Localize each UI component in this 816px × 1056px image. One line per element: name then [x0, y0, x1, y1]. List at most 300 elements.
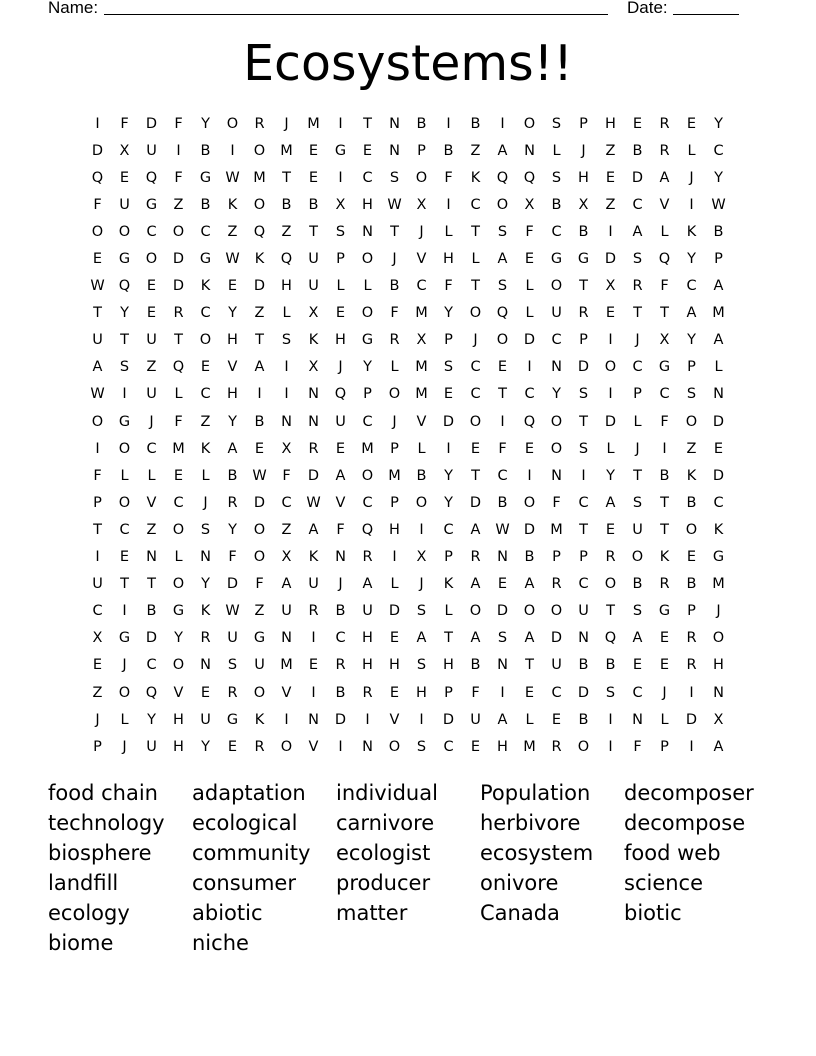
grid-letter[interactable]: D — [631, 169, 644, 186]
grid-letter[interactable]: G — [172, 603, 185, 620]
grid-letter[interactable]: D — [253, 278, 266, 295]
grid-letter[interactable]: Y — [687, 251, 696, 268]
grid-letter[interactable]: Y — [120, 305, 129, 322]
grid-letter[interactable]: E — [308, 142, 319, 159]
grid-letter[interactable]: S — [119, 359, 130, 376]
grid-letter[interactable]: V — [146, 494, 157, 511]
grid-letter[interactable]: A — [254, 359, 265, 376]
grid-letter[interactable]: F — [471, 684, 480, 701]
grid-letter[interactable]: S — [389, 169, 400, 186]
grid-letter[interactable]: V — [308, 738, 319, 755]
grid-letter[interactable]: S — [605, 684, 616, 701]
grid-letter[interactable]: P — [390, 494, 399, 511]
grid-letter[interactable]: D — [577, 359, 590, 376]
grid-letter[interactable]: K — [200, 603, 211, 620]
grid-letter[interactable]: S — [578, 440, 589, 457]
grid-letter[interactable]: B — [416, 467, 427, 484]
grid-letter[interactable]: N — [308, 711, 319, 728]
grid-letter[interactable]: D — [712, 413, 725, 430]
grid-letter[interactable]: U — [281, 603, 292, 620]
grid-letter[interactable]: V — [389, 711, 400, 728]
date-field[interactable] — [673, 14, 739, 15]
grid-letter[interactable]: D — [388, 603, 401, 620]
grid-letter[interactable]: K — [470, 169, 481, 186]
grid-letter[interactable]: T — [579, 413, 588, 430]
grid-letter[interactable]: O — [496, 332, 509, 349]
grid-letter[interactable]: I — [500, 413, 505, 430]
grid-letter[interactable]: G — [145, 196, 158, 213]
grid-letter[interactable]: U — [308, 278, 319, 295]
grid-letter[interactable]: D — [523, 521, 536, 538]
grid-letter[interactable]: L — [471, 251, 480, 268]
grid-letter[interactable]: E — [362, 142, 373, 159]
grid-letter[interactable]: S — [632, 603, 643, 620]
grid-letter[interactable]: H — [389, 521, 400, 538]
grid-letter[interactable]: G — [118, 413, 131, 430]
grid-letter[interactable]: Z — [254, 603, 265, 620]
grid-letter[interactable]: Z — [227, 223, 238, 240]
grid-letter[interactable]: G — [658, 359, 671, 376]
grid-letter[interactable]: A — [227, 440, 238, 457]
grid-letter[interactable]: Y — [228, 521, 237, 538]
grid-letter[interactable]: D — [91, 142, 104, 159]
grid-letter[interactable]: M — [415, 305, 428, 322]
grid-letter[interactable]: F — [174, 115, 183, 132]
grid-letter[interactable]: O — [199, 332, 212, 349]
grid-letter[interactable]: M — [712, 576, 725, 593]
grid-letter[interactable]: E — [146, 278, 157, 295]
grid-letter[interactable]: G — [658, 603, 671, 620]
grid-letter[interactable]: X — [524, 196, 535, 213]
grid-letter[interactable]: O — [523, 115, 536, 132]
grid-letter[interactable]: L — [525, 711, 534, 728]
grid-letter[interactable]: O — [550, 278, 563, 295]
grid-letter[interactable]: L — [390, 359, 399, 376]
grid-letter[interactable]: X — [281, 440, 292, 457]
grid-letter[interactable]: L — [444, 603, 453, 620]
grid-letter[interactable]: H — [416, 684, 427, 701]
grid-letter[interactable]: O — [712, 630, 725, 647]
grid-letter[interactable]: I — [500, 115, 505, 132]
grid-letter[interactable]: C — [362, 494, 373, 511]
grid-letter[interactable]: E — [470, 738, 481, 755]
grid-letter[interactable]: R — [659, 576, 670, 593]
grid-letter[interactable]: E — [497, 359, 508, 376]
grid-letter[interactable]: C — [200, 386, 211, 403]
grid-letter[interactable]: C — [443, 521, 454, 538]
grid-letter[interactable]: I — [662, 440, 667, 457]
grid-letter[interactable]: I — [689, 738, 694, 755]
grid-letter[interactable]: R — [578, 305, 589, 322]
grid-letter[interactable]: B — [200, 142, 211, 159]
grid-letter[interactable]: B — [146, 603, 157, 620]
grid-letter[interactable]: D — [577, 684, 590, 701]
grid-letter[interactable]: O — [253, 196, 266, 213]
grid-letter[interactable]: D — [334, 711, 347, 728]
grid-letter[interactable]: Q — [145, 684, 158, 701]
grid-letter[interactable]: V — [416, 251, 427, 268]
grid-letter[interactable]: V — [416, 413, 427, 430]
grid-letter[interactable]: K — [686, 223, 697, 240]
grid-letter[interactable]: M — [712, 305, 725, 322]
grid-letter[interactable]: O — [361, 251, 374, 268]
grid-letter[interactable]: L — [633, 413, 642, 430]
grid-letter[interactable]: N — [578, 630, 589, 647]
grid-letter[interactable]: N — [362, 738, 373, 755]
grid-letter[interactable]: C — [524, 386, 535, 403]
grid-letter[interactable]: O — [631, 549, 644, 566]
grid-letter[interactable]: E — [605, 521, 616, 538]
grid-letter[interactable]: J — [338, 359, 343, 376]
grid-letter[interactable]: A — [308, 521, 319, 538]
grid-letter[interactable]: I — [581, 467, 586, 484]
grid-letter[interactable]: S — [416, 603, 427, 620]
grid-letter[interactable]: T — [390, 223, 399, 240]
grid-letter[interactable]: A — [92, 359, 103, 376]
grid-letter[interactable]: B — [389, 278, 400, 295]
grid-letter[interactable]: R — [362, 549, 373, 566]
grid-letter[interactable]: O — [361, 305, 374, 322]
grid-letter[interactable]: I — [608, 738, 613, 755]
grid-letter[interactable]: K — [308, 549, 319, 566]
grid-letter[interactable]: M — [280, 657, 293, 674]
grid-letter[interactable]: E — [632, 657, 643, 674]
grid-letter[interactable]: G — [199, 169, 212, 186]
grid-letter[interactable]: R — [686, 657, 697, 674]
grid-letter[interactable]: X — [119, 142, 130, 159]
grid-letter[interactable]: U — [578, 603, 589, 620]
grid-letter[interactable]: B — [578, 711, 589, 728]
grid-letter[interactable]: Y — [687, 332, 696, 349]
grid-letter[interactable]: M — [415, 386, 428, 403]
grid-letter[interactable]: L — [660, 711, 669, 728]
grid-letter[interactable]: E — [200, 359, 211, 376]
grid-letter[interactable]: Z — [605, 196, 616, 213]
grid-letter[interactable]: E — [92, 657, 103, 674]
grid-letter[interactable]: S — [335, 223, 346, 240]
grid-letter[interactable]: E — [335, 305, 346, 322]
grid-letter[interactable]: C — [497, 467, 508, 484]
grid-letter[interactable]: Y — [444, 305, 453, 322]
grid-letter[interactable]: A — [713, 738, 724, 755]
grid-letter[interactable]: U — [308, 251, 319, 268]
grid-letter[interactable]: I — [311, 630, 316, 647]
grid-letter[interactable]: O — [91, 413, 104, 430]
grid-letter[interactable]: N — [362, 223, 373, 240]
grid-letter[interactable]: M — [388, 467, 401, 484]
grid-letter[interactable]: D — [523, 332, 536, 349]
grid-letter[interactable]: C — [200, 223, 211, 240]
grid-letter[interactable]: H — [497, 738, 508, 755]
grid-letter[interactable]: Z — [146, 521, 157, 538]
grid-letter[interactable]: A — [524, 576, 535, 593]
grid-letter[interactable]: B — [470, 115, 481, 132]
grid-letter[interactable]: R — [227, 494, 238, 511]
grid-letter[interactable]: E — [659, 630, 670, 647]
grid-letter[interactable]: E — [227, 738, 238, 755]
grid-letter[interactable]: J — [392, 413, 397, 430]
grid-letter[interactable]: A — [713, 278, 724, 295]
grid-letter[interactable]: I — [689, 684, 694, 701]
grid-letter[interactable]: J — [203, 494, 208, 511]
grid-letter[interactable]: T — [633, 305, 642, 322]
grid-letter[interactable]: S — [686, 386, 697, 403]
grid-letter[interactable]: E — [632, 115, 643, 132]
grid-letter[interactable]: Q — [253, 223, 266, 240]
grid-letter[interactable]: Z — [470, 142, 481, 159]
grid-letter[interactable]: H — [362, 196, 373, 213]
grid-letter[interactable]: C — [578, 494, 589, 511]
grid-letter[interactable]: C — [551, 684, 562, 701]
grid-letter[interactable]: T — [93, 521, 102, 538]
grid-letter[interactable]: O — [469, 603, 482, 620]
grid-letter[interactable]: Q — [118, 278, 131, 295]
grid-letter[interactable]: L — [552, 142, 561, 159]
grid-letter[interactable]: N — [308, 413, 319, 430]
grid-letter[interactable]: J — [716, 603, 721, 620]
grid-letter[interactable]: O — [550, 603, 563, 620]
grid-letter[interactable]: T — [120, 576, 129, 593]
grid-letter[interactable]: G — [361, 332, 374, 349]
grid-letter[interactable]: J — [662, 684, 667, 701]
grid-letter[interactable]: X — [713, 711, 724, 728]
grid-letter[interactable]: M — [550, 521, 563, 538]
grid-letter[interactable]: P — [687, 603, 696, 620]
grid-letter[interactable]: K — [659, 549, 670, 566]
grid-letter[interactable]: C — [713, 142, 724, 159]
grid-letter[interactable]: Y — [552, 386, 561, 403]
grid-letter[interactable]: A — [470, 576, 481, 593]
grid-letter[interactable]: D — [172, 278, 185, 295]
grid-letter[interactable]: U — [632, 521, 643, 538]
grid-letter[interactable]: O — [226, 115, 239, 132]
grid-letter[interactable]: P — [633, 386, 642, 403]
grid-letter[interactable]: O — [253, 521, 266, 538]
grid-letter[interactable]: F — [633, 738, 642, 755]
grid-letter[interactable]: S — [443, 359, 454, 376]
grid-letter[interactable]: C — [443, 738, 454, 755]
grid-letter[interactable]: O — [685, 521, 698, 538]
grid-letter[interactable]: W — [495, 521, 510, 538]
grid-letter[interactable]: D — [442, 711, 455, 728]
grid-letter[interactable]: S — [497, 630, 508, 647]
grid-letter[interactable]: Z — [281, 223, 292, 240]
grid-letter[interactable]: T — [606, 603, 615, 620]
grid-letter[interactable]: W — [306, 494, 321, 511]
grid-letter[interactable]: S — [551, 169, 562, 186]
grid-letter[interactable]: T — [309, 223, 318, 240]
grid-letter[interactable]: L — [417, 440, 426, 457]
grid-letter[interactable]: I — [608, 711, 613, 728]
grid-letter[interactable]: A — [524, 630, 535, 647]
grid-letter[interactable]: I — [284, 386, 289, 403]
grid-letter[interactable]: R — [362, 684, 373, 701]
grid-letter[interactable]: R — [551, 576, 562, 593]
grid-letter[interactable]: H — [605, 115, 616, 132]
grid-letter[interactable]: I — [608, 386, 613, 403]
grid-letter[interactable]: J — [122, 657, 127, 674]
grid-letter[interactable]: F — [660, 413, 669, 430]
grid-letter[interactable]: Q — [91, 169, 104, 186]
grid-letter[interactable]: C — [632, 196, 643, 213]
grid-letter[interactable]: U — [146, 142, 157, 159]
grid-letter[interactable]: Q — [361, 521, 374, 538]
grid-letter[interactable]: S — [200, 521, 211, 538]
grid-letter[interactable]: Z — [281, 521, 292, 538]
grid-letter[interactable]: P — [417, 142, 426, 159]
grid-letter[interactable]: F — [444, 278, 453, 295]
grid-letter[interactable]: O — [172, 576, 185, 593]
grid-letter[interactable]: S — [632, 251, 643, 268]
grid-letter[interactable]: L — [525, 278, 534, 295]
grid-letter[interactable]: E — [146, 305, 157, 322]
grid-letter[interactable]: C — [416, 278, 427, 295]
grid-letter[interactable]: O — [172, 223, 185, 240]
grid-letter[interactable]: K — [443, 576, 454, 593]
grid-letter[interactable]: B — [497, 494, 508, 511]
grid-letter[interactable]: A — [416, 630, 427, 647]
grid-letter[interactable]: N — [146, 549, 157, 566]
grid-letter[interactable]: X — [416, 549, 427, 566]
grid-letter[interactable]: A — [497, 711, 508, 728]
grid-letter[interactable]: S — [632, 494, 643, 511]
grid-letter[interactable]: E — [497, 576, 508, 593]
grid-letter[interactable]: L — [660, 223, 669, 240]
grid-letter[interactable]: F — [93, 196, 102, 213]
grid-letter[interactable]: I — [95, 115, 100, 132]
grid-letter[interactable]: U — [551, 305, 562, 322]
grid-letter[interactable]: R — [173, 305, 184, 322]
grid-letter[interactable]: X — [308, 305, 319, 322]
grid-letter[interactable]: R — [470, 549, 481, 566]
grid-letter[interactable]: W — [225, 169, 240, 186]
grid-letter[interactable]: O — [253, 549, 266, 566]
grid-letter[interactable]: W — [225, 251, 240, 268]
grid-letter[interactable]: C — [578, 576, 589, 593]
grid-letter[interactable]: U — [119, 196, 130, 213]
grid-letter[interactable]: U — [146, 386, 157, 403]
grid-letter[interactable]: I — [284, 359, 289, 376]
grid-letter[interactable]: G — [550, 251, 563, 268]
grid-letter[interactable]: J — [338, 576, 343, 593]
grid-letter[interactable]: J — [95, 711, 100, 728]
grid-letter[interactable]: P — [687, 359, 696, 376]
grid-letter[interactable]: Q — [523, 169, 536, 186]
grid-letter[interactable]: I — [95, 440, 100, 457]
grid-letter[interactable]: Y — [606, 467, 615, 484]
grid-letter[interactable]: T — [174, 332, 183, 349]
grid-letter[interactable]: E — [443, 386, 454, 403]
grid-letter[interactable]: W — [252, 467, 267, 484]
grid-letter[interactable]: P — [93, 738, 102, 755]
grid-letter[interactable]: F — [120, 115, 129, 132]
grid-letter[interactable]: Q — [523, 413, 536, 430]
grid-letter[interactable]: W — [90, 278, 105, 295]
grid-letter[interactable]: T — [444, 630, 453, 647]
grid-letter[interactable]: A — [281, 576, 292, 593]
grid-letter[interactable]: O — [280, 738, 293, 755]
grid-letter[interactable]: Z — [200, 413, 211, 430]
grid-letter[interactable]: I — [284, 711, 289, 728]
grid-letter[interactable]: L — [336, 278, 345, 295]
grid-letter[interactable]: F — [552, 494, 561, 511]
grid-letter[interactable]: O — [469, 305, 482, 322]
grid-letter[interactable]: F — [444, 169, 453, 186]
grid-letter[interactable]: Y — [201, 115, 210, 132]
grid-letter[interactable]: R — [254, 738, 265, 755]
grid-letter[interactable]: H — [389, 657, 400, 674]
grid-letter[interactable]: A — [335, 467, 346, 484]
grid-letter[interactable]: T — [93, 305, 102, 322]
grid-letter[interactable]: O — [388, 738, 401, 755]
grid-letter[interactable]: E — [389, 630, 400, 647]
grid-letter[interactable]: A — [362, 576, 373, 593]
grid-letter[interactable]: E — [659, 657, 670, 674]
grid-letter[interactable]: G — [253, 630, 266, 647]
grid-letter[interactable]: C — [686, 278, 697, 295]
grid-letter[interactable]: R — [551, 738, 562, 755]
grid-letter[interactable]: P — [93, 494, 102, 511]
grid-letter[interactable]: R — [335, 657, 346, 674]
grid-letter[interactable]: B — [659, 467, 670, 484]
grid-letter[interactable]: L — [714, 359, 723, 376]
grid-letter[interactable]: C — [146, 657, 157, 674]
grid-letter[interactable]: T — [525, 657, 534, 674]
grid-letter[interactable]: Q — [334, 386, 347, 403]
grid-letter[interactable]: Y — [201, 738, 210, 755]
grid-letter[interactable]: H — [335, 332, 346, 349]
grid-letter[interactable]: S — [551, 115, 562, 132]
grid-letter[interactable]: I — [122, 603, 127, 620]
grid-letter[interactable]: Q — [280, 251, 293, 268]
grid-letter[interactable]: O — [604, 576, 617, 593]
grid-letter[interactable]: O — [550, 413, 563, 430]
grid-letter[interactable]: F — [93, 467, 102, 484]
grid-letter[interactable]: V — [281, 684, 292, 701]
grid-letter[interactable]: U — [92, 332, 103, 349]
grid-letter[interactable]: Y — [444, 494, 453, 511]
grid-letter[interactable]: S — [416, 657, 427, 674]
grid-letter[interactable]: K — [254, 251, 265, 268]
grid-letter[interactable]: I — [446, 196, 451, 213]
grid-letter[interactable]: O — [469, 413, 482, 430]
grid-letter[interactable]: T — [120, 332, 129, 349]
grid-letter[interactable]: W — [90, 386, 105, 403]
grid-letter[interactable]: C — [551, 332, 562, 349]
grid-letter[interactable]: W — [711, 196, 726, 213]
grid-letter[interactable]: L — [120, 711, 129, 728]
grid-letter[interactable]: D — [307, 467, 320, 484]
grid-letter[interactable]: E — [254, 440, 265, 457]
grid-letter[interactable]: B — [578, 657, 589, 674]
grid-letter[interactable]: R — [254, 115, 265, 132]
grid-letter[interactable]: D — [496, 603, 509, 620]
grid-letter[interactable]: B — [470, 657, 481, 674]
grid-letter[interactable]: D — [172, 251, 185, 268]
grid-letter[interactable]: Y — [228, 413, 237, 430]
grid-letter[interactable]: D — [604, 413, 617, 430]
grid-letter[interactable]: C — [632, 684, 643, 701]
grid-letter[interactable]: R — [659, 142, 670, 159]
grid-letter[interactable]: B — [713, 223, 724, 240]
grid-letter[interactable]: N — [632, 711, 643, 728]
grid-letter[interactable]: C — [119, 521, 130, 538]
grid-letter[interactable]: O — [145, 251, 158, 268]
grid-letter[interactable]: A — [713, 332, 724, 349]
grid-letter[interactable]: F — [174, 169, 183, 186]
grid-letter[interactable]: A — [470, 630, 481, 647]
grid-letter[interactable]: O — [361, 467, 374, 484]
